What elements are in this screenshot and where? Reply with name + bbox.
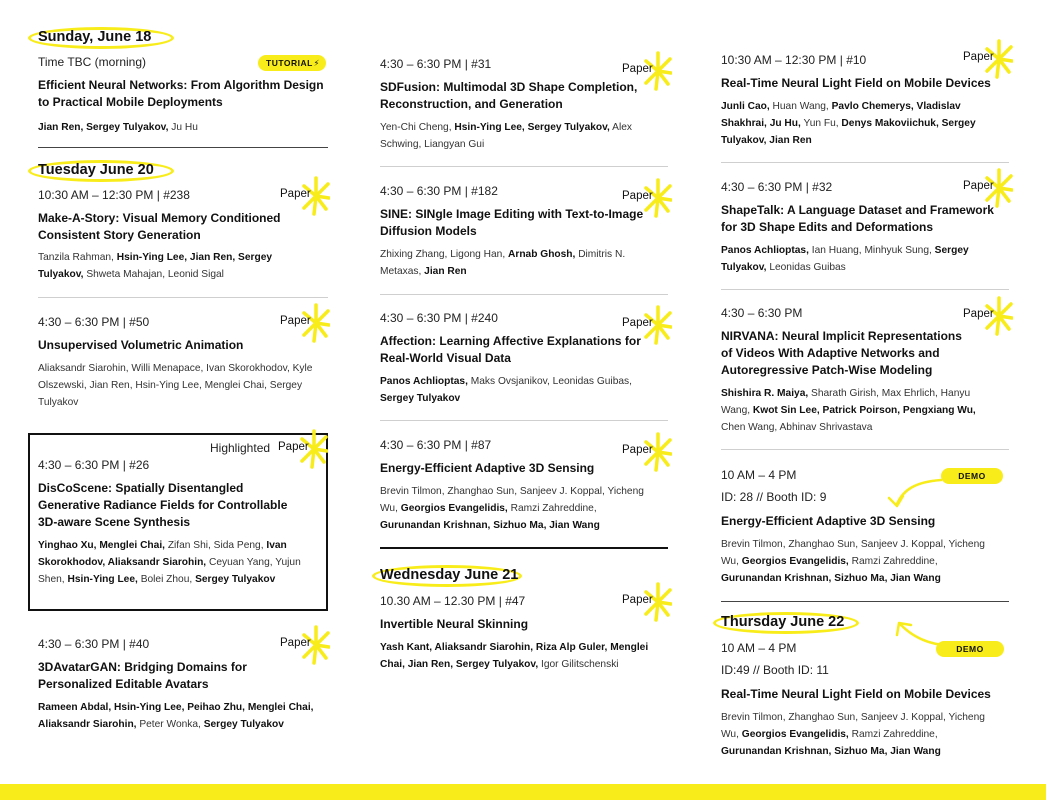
event-nirvana — [721, 306, 1011, 436]
event-sdfusion — [380, 57, 670, 153]
event-title: Efficient Neural Networks: From Algorithm Design to Practical Mobile Deployments — [38, 78, 324, 109]
event-demo-light-field — [721, 641, 1011, 760]
day-heading-sunday: Sunday, June 18 — [38, 29, 152, 45]
section-divider — [721, 601, 1009, 602]
day-heading-thursday: Thursday June 22 — [721, 614, 845, 630]
column-1 — [38, 0, 328, 784]
event-title: 3DAvatarGAN: Bridging Domains for Personalized Editable Avatars — [38, 660, 247, 691]
paper-badge — [620, 305, 672, 345]
event-time: 4:30 – 6:30 PM | #182 — [380, 184, 498, 198]
paper-badge-label: Paper — [280, 637, 311, 649]
curved-arrow-icon — [885, 476, 945, 508]
event-authors: Rameen Abdal, Hsin-Ying Lee, Peihao Zhu, Menglei Chai, Aliaksandr Siarohin, Peter Wonka, Sergey Tulyakov — [38, 702, 314, 730]
paper-badge-label: Paper — [280, 188, 311, 200]
event-neural-light-field — [721, 53, 1011, 149]
event-authors: Brevin Tilmon, Zhanghao Sun, Sanjeev J. Koppal, Yicheng Wu, Georgios Evangelidis, Ramzi Zahreddine, Gurunandan Krishnan, Sizhuo Ma, Jian Wang — [721, 712, 985, 757]
section-divider — [38, 297, 328, 298]
paper-badge — [961, 296, 1013, 336]
section-divider — [38, 147, 328, 148]
lightning-icon: ⚡ — [313, 58, 320, 68]
event-time: 10 AM – 4 PM — [721, 641, 797, 655]
bottom-accent-bar — [0, 784, 1046, 800]
section-divider — [721, 162, 1009, 163]
event-authors: Junli Cao, Huan Wang, Pavlo Chemerys, Vladislav Shakhrai, Ju Hu, Yun Fu, Denys Makoviichuk, Sergey Tulyakov, Jian Ren — [721, 101, 976, 146]
event-sine — [380, 184, 670, 280]
section-divider — [380, 547, 668, 549]
event-authors: Jian Ren, Sergey Tulyakov, Ju Hu — [38, 122, 198, 133]
demo-badge: DEMO — [941, 468, 1003, 484]
event-time: 10 AM – 4 PM — [721, 468, 797, 482]
paper-badge-label: Paper — [622, 594, 653, 606]
event-demo-energy-efficient — [721, 468, 1011, 587]
curved-arrow-icon — [887, 619, 947, 651]
event-authors: Panos Achlioptas, Maks Ovsjanikov, Leonidas Guibas, Sergey Tulyakov — [380, 376, 632, 404]
event-title: Energy-Efficient Adaptive 3D Sensing — [721, 514, 936, 528]
event-3davatargan — [38, 637, 328, 733]
event-title: Unsupervised Volumetric Animation — [38, 338, 244, 352]
paper-badge — [276, 429, 328, 469]
day-heading-wednesday: Wednesday June 21 — [380, 567, 519, 583]
event-make-a-story — [38, 188, 328, 283]
paper-badge — [620, 582, 672, 622]
event-title: DisCoScene: Spatially Disentangled Generative Radiance Fields for Controllable 3D-aware Scene Synthesis — [38, 481, 288, 529]
section-divider — [380, 294, 668, 295]
event-time: Time TBC (morning) — [38, 55, 147, 69]
section-divider — [380, 166, 668, 167]
paper-badge — [278, 176, 330, 216]
event-time: 10:30 AM – 12:30 PM | #238 — [38, 188, 190, 202]
event-discoscene — [38, 441, 328, 588]
highlight-label: Highlighted — [210, 441, 271, 455]
day-heading-tuesday: Tuesday June 20 — [38, 162, 154, 178]
column-2 — [380, 0, 670, 784]
event-title: ShapeTalk: A Language Dataset and Framework for 3D Shape Edits and Deformations — [721, 203, 994, 234]
section-divider — [380, 420, 668, 421]
paper-badge-label: Paper — [963, 308, 994, 320]
event-volumetric-animation — [38, 315, 328, 411]
paper-badge — [961, 39, 1013, 79]
event-time: 4:30 – 6:30 PM | #31 — [380, 57, 492, 71]
demo-booth: ID: 28 // Booth ID: 9 — [721, 490, 827, 504]
event-time: 4:30 – 6:30 PM | #32 — [721, 180, 833, 194]
event-title: NIRVANA: Neural Implicit Representations of Videos With Adaptive Networks and Autoregressive Patch-Wise Modeling — [721, 329, 962, 377]
event-tutorial — [38, 55, 328, 136]
paper-badge — [620, 51, 672, 91]
event-time: 4:30 – 6:30 PM | #87 — [380, 438, 492, 452]
event-authors: Zhixing Zhang, Ligong Han, Arnab Ghosh, Dimitris N. Metaxas, Jian Ren — [380, 249, 626, 277]
demo-booth: ID:49 // Booth ID: 11 — [721, 663, 829, 677]
paper-badge-label: Paper — [280, 315, 311, 327]
event-title: Real-Time Neural Light Field on Mobile Devices — [721, 76, 991, 90]
event-energy-efficient — [380, 438, 670, 534]
paper-badge — [620, 178, 672, 218]
tutorial-badge-label: TUTORIAL — [266, 58, 313, 68]
event-time: 4:30 – 6:30 PM | #40 — [38, 637, 150, 651]
tutorial-badge — [258, 55, 326, 71]
section-divider — [721, 289, 1009, 290]
paper-badge-label: Paper — [622, 63, 653, 75]
paper-badge-label: Paper — [963, 180, 994, 192]
event-authors: Yash Kant, Aliaksandr Siarohin, Riza Alp Guler, Menglei Chai, Jian Ren, Sergey Tulyakov, Igor Gilitschenski — [380, 642, 649, 670]
event-time: 4:30 – 6:30 PM | #50 — [38, 315, 150, 329]
paper-badge-label: Paper — [278, 441, 309, 453]
event-time: 4:30 – 6:30 PM | #26 — [38, 458, 150, 472]
event-time: 4:30 – 6:30 PM — [721, 306, 803, 320]
event-authors: Tanzila Rahman, Hsin-Ying Lee, Jian Ren, Sergey Tulyakov, Shweta Mahajan, Leonid Sigal — [38, 252, 273, 280]
event-authors: Yen-Chi Cheng, Hsin-Ying Lee, Sergey Tulyakov, Alex Schwing, Liangyan Gui — [380, 122, 632, 150]
event-time: 10:30 AM – 12:30 PM | #10 — [721, 53, 867, 67]
paper-badge-label: Paper — [622, 190, 653, 202]
event-time: 10.30 AM – 12.30 PM | #47 — [380, 594, 526, 608]
event-authors: Shishira R. Maiya, Sharath Girish, Max Ehrlich, Hanyu Wang, Kwot Sin Lee, Patrick Poirson, Pengxiang Wu, Chen Wang, Abhinav Shrivastava — [721, 388, 976, 433]
paper-badge-label: Paper — [622, 444, 653, 456]
event-invertible-skinning — [380, 594, 670, 673]
event-shapetalk — [721, 180, 1011, 276]
event-authors: Brevin Tilmon, Zhanghao Sun, Sanjeev J. Koppal, Yicheng Wu, Georgios Evangelidis, Ramzi Zahreddine, Gurunandan Krishnan, Sizhuo Ma, Jian Wang — [721, 539, 985, 584]
paper-badge-label: Paper — [622, 317, 653, 329]
event-title: SDFusion: Multimodal 3D Shape Completion, Reconstruction, and Generation — [380, 80, 638, 111]
event-title: Real-Time Neural Light Field on Mobile Devices — [721, 687, 991, 701]
event-time: 4:30 – 6:30 PM | #240 — [380, 311, 498, 325]
event-title: Affection: Learning Affective Explanations for Real-World Visual Data — [380, 334, 641, 365]
event-authors: Brevin Tilmon, Zhanghao Sun, Sanjeev J. Koppal, Yicheng Wu, Georgios Evangelidis, Ramzi Zahreddine, Gurunandan Krishnan, Sizhuo Ma, Jian Wang — [380, 486, 644, 531]
event-title: Invertible Neural Skinning — [380, 617, 529, 631]
event-title: SINE: SINgle Image Editing with Text-to-Image Diffusion Models — [380, 207, 644, 238]
event-title: Make-A-Story: Visual Memory Conditioned Consistent Story Generation — [38, 211, 281, 242]
event-authors: Aliaksandr Siarohin, Willi Menapace, Ivan Skorokhodov, Kyle Olszewski, Jian Ren, Hsin-Ying Lee, Menglei Chai, Sergey Tulyakov — [38, 363, 313, 408]
paper-badge — [961, 168, 1013, 208]
event-title: Energy-Efficient Adaptive 3D Sensing — [380, 461, 595, 475]
paper-badge — [278, 303, 330, 343]
paper-badge — [278, 625, 330, 665]
section-divider — [721, 449, 1009, 450]
paper-badge — [620, 432, 672, 472]
event-affection — [380, 311, 670, 407]
event-authors: Yinghao Xu, Menglei Chai, Zifan Shi, Sida Peng, Ivan Skorokhodov, Aliaksandr Siarohin, Ceyuan Yang, Yujun Shen, Hsin-Ying Lee, Bolei Zhou, Sergey Tulyakov — [38, 540, 301, 585]
paper-badge-label: Paper — [963, 51, 994, 63]
event-authors: Panos Achlioptas, Ian Huang, Minhyuk Sung, Sergey Tulyakov, Leonidas Guibas — [721, 245, 969, 273]
demo-badge: DEMO — [936, 641, 1004, 657]
column-3 — [721, 0, 1011, 784]
